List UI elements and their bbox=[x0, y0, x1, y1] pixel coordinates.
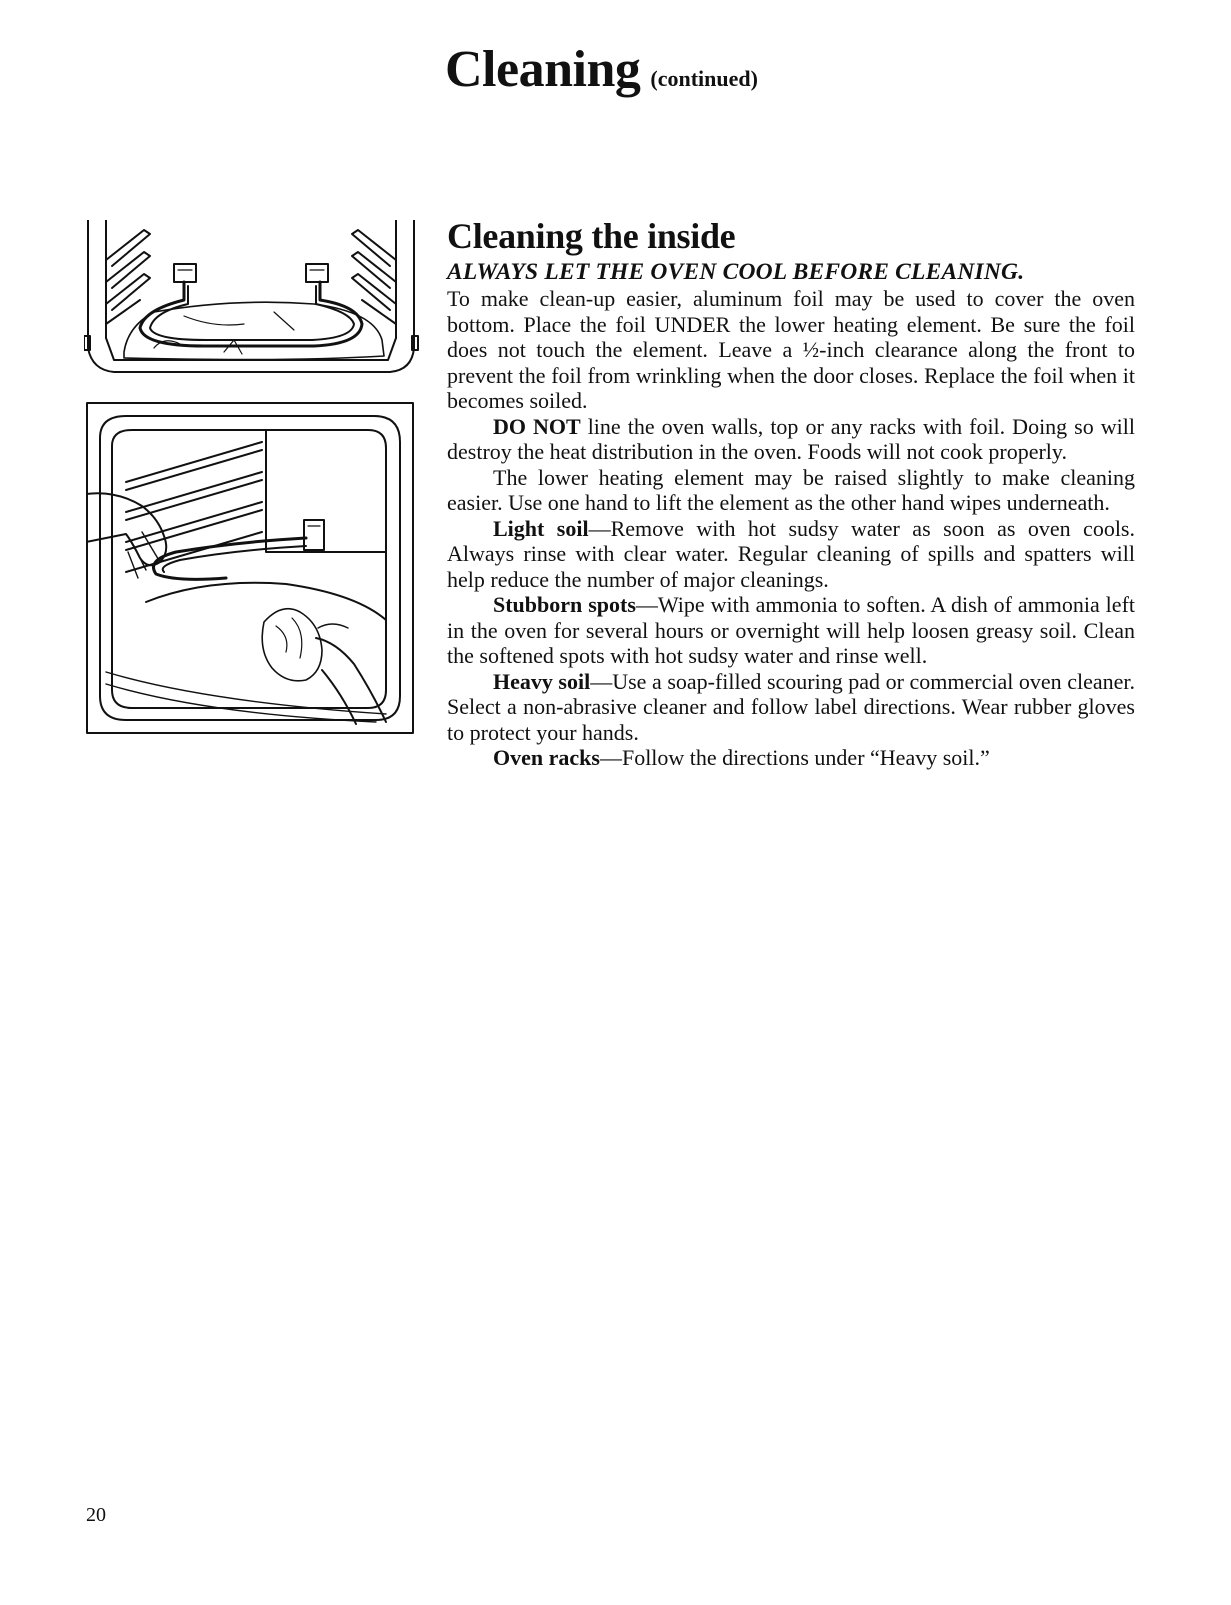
page-number: 20 bbox=[86, 1504, 106, 1526]
heavy-soil-paragraph bbox=[447, 669, 1135, 746]
stubborn-spots-text: —Wipe with ammonia to soften. A dish of ammonia left in the oven for several hours or overnight will help loosen greasy soil. Clean the softened spots with hot sudsy water and rinse well. bbox=[447, 592, 1136, 668]
heavy-soil-lead: Heavy soil bbox=[493, 668, 591, 694]
page-header bbox=[445, 40, 758, 99]
oven-racks-paragraph bbox=[447, 745, 1135, 771]
oven-racks-text: —Follow the directions under “Heavy soil.” bbox=[599, 745, 990, 770]
stubborn-spots-paragraph bbox=[447, 592, 1135, 669]
page-subtitle: (continued) bbox=[650, 66, 758, 91]
section-title: Cleaning the inside bbox=[447, 216, 736, 256]
do-not-text: line the oven walls, top or any racks with foil. Doing so will destroy the heat distribution in the oven. Foods will not cook properly. bbox=[447, 413, 1135, 464]
page-title: Cleaning bbox=[445, 41, 641, 98]
foil-paragraph: To make clean-up easier, aluminum foil may be used to cover the oven bottom. Place the foil UNDER the lower heating element. Be sure the foil does not touch the element. Leave a ½-inch clearance along the front to prevent the foil from wrinkling when the door closes. Replace the foil when it becomes soiled. bbox=[447, 286, 1135, 413]
heavy-soil-text: —Use a soap-filled scouring pad or commercial oven cleaner. Select a non-abrasive cleaner and follow label directions. Wear rubber gloves to protect your hands. bbox=[447, 668, 1136, 745]
cleaning-inside-section bbox=[447, 214, 1135, 771]
stubborn-spots-lead: Stubborn spots bbox=[493, 592, 636, 617]
do-not-lead: DO NOT bbox=[493, 413, 581, 439]
wiping-under-element-illustration bbox=[86, 402, 414, 734]
do-not-paragraph bbox=[447, 414, 1135, 465]
oven-foil-illustration bbox=[84, 220, 420, 385]
light-soil-text: —Remove with hot sudsy water as soon as oven cools. Always rinse with clear water. Regular cleaning of spills and spatters will help reduce the number of major cleanings. bbox=[447, 515, 1135, 592]
element-paragraph: The lower heating element may be raised slightly to make cleaning easier. Use one hand to lift the element as the other hand wipes underneath. bbox=[447, 464, 1135, 515]
light-soil-lead: Light soil bbox=[493, 515, 589, 541]
oven-racks-lead: Oven racks bbox=[493, 745, 600, 770]
cooling-warning: ALWAYS LET THE OVEN COOL BEFORE CLEANING. bbox=[447, 259, 1025, 285]
light-soil-paragraph bbox=[447, 516, 1135, 593]
